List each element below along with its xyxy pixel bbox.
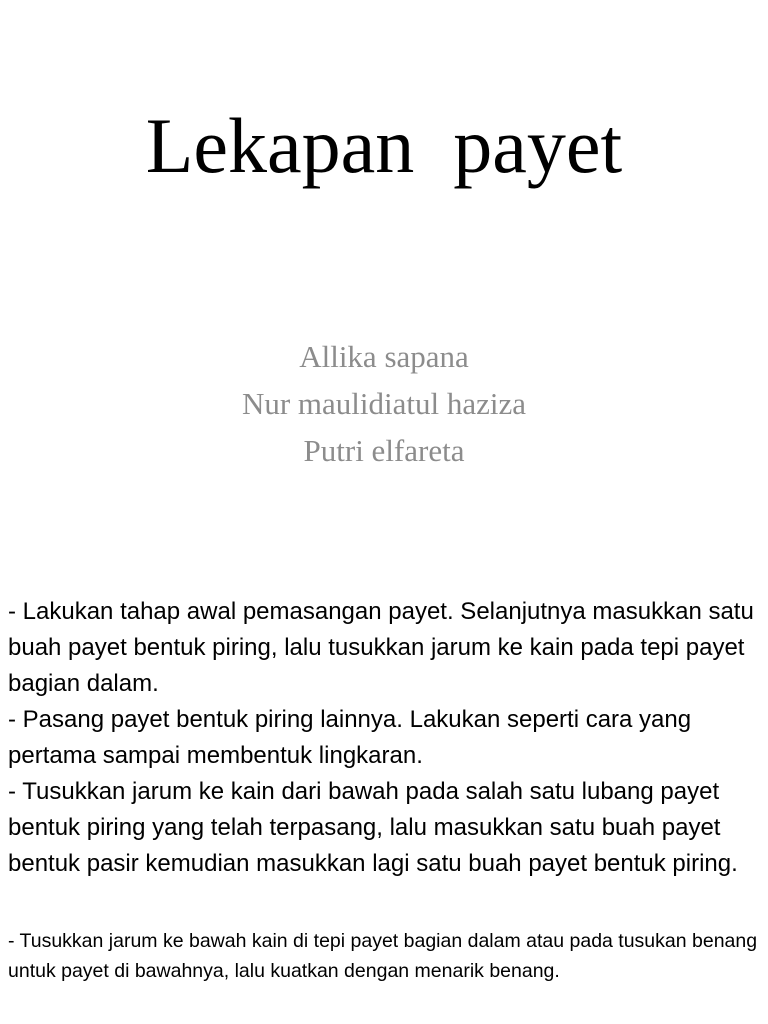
instruction-step: - Lakukan tahap awal pemasangan payet. Selanjutnya masukkan satu buah payet bentuk piring, lalu tusukkan jarum ke kain pada tepi payet bagian dalam. [8, 598, 754, 697]
author-list [0, 333, 768, 474]
author-name: Nur maulidiatul haziza [241, 386, 527, 421]
page-title: Lekapan payet [145, 102, 623, 189]
instruction-note: - Tusukkan jarum ke bawah kain di tepi payet bagian dalam atau pada tusukan benang untuk payet di bawahnya, lalu kuatkan dengan menarik benang. [8, 930, 758, 982]
instruction-steps [8, 594, 764, 882]
author-name: Allika sapana [299, 339, 469, 374]
instruction-step: - Pasang payet bentuk piring lainnya. Lakukan seperti cara yang pertama sampai membentuk lingkaran. [8, 706, 692, 769]
instruction-step: - Tusukkan jarum ke kain dari bawah pada salah satu lubang payet bentuk piring yang telah terpasang, lalu masukkan satu buah payet bentuk pasir kemudian masukkan lagi satu buah payet bentuk piring. [8, 778, 738, 877]
author-name: Putri elfareta [303, 433, 465, 468]
